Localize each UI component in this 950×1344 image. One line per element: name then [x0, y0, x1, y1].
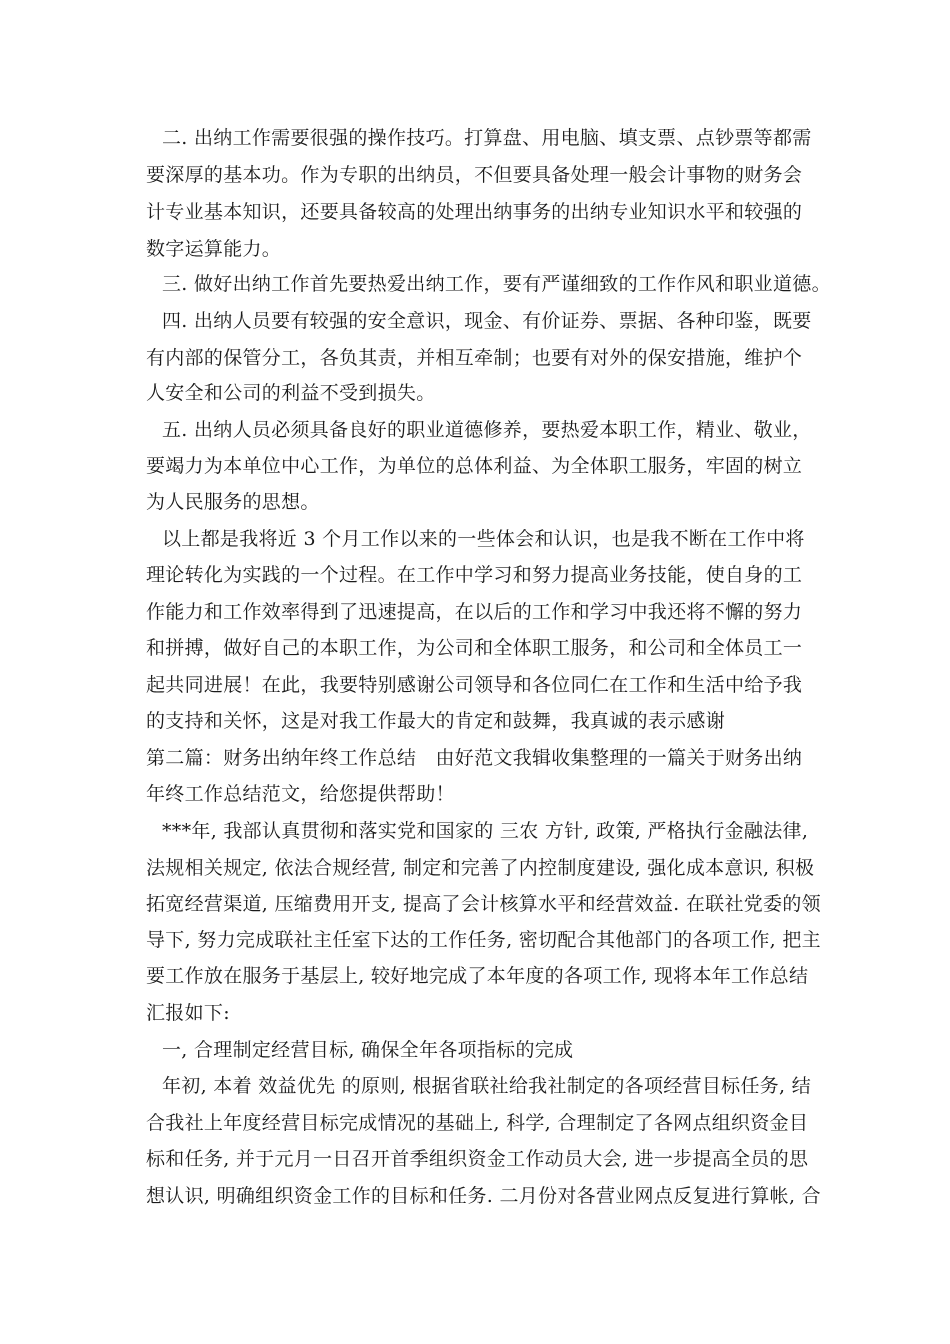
text-line: 作能力和工作效率得到了迅速提高，在以后的工作和学习中我还将不懈的努力	[146, 601, 803, 623]
text-line: 起共同进展！在此，我要特别感谢公司领导和各位同仁在工作和生活中给予我	[146, 674, 803, 696]
text-line: 和拼搏，做好自己的本职工作，为公司和全体职工服务，和公司和全体员工一	[146, 637, 803, 659]
text-line: 要工作放在服务于基层上, 较好地完成了本年度的各项工作, 现将本年工作总结	[146, 965, 809, 987]
text-line: 二. 出纳工作需要很强的操作技巧。打算盘、用电脑、填支票、点钞票等都需	[162, 127, 812, 149]
text-line: 为人民服务的思想。	[146, 491, 320, 513]
text-line: 年初, 本着 效益优先 的原则, 根据省联社给我社制定的各项经营目标任务, 结	[162, 1075, 812, 1097]
text-line: 有内部的保管分工，各负其责，并相互牵制；也要有对外的保安措施，维护个	[146, 347, 803, 369]
text-line: 理论转化为实践的一个过程。在工作中学习和努力提高业务技能，使自身的工	[146, 564, 803, 586]
text-line: 五. 出纳人员必须具备良好的职业道德修养，要热爱本职工作，精业、敬业，	[162, 419, 812, 441]
subheading: 一, 合理制定经营目标, 确保全年各项指标的完成	[162, 1039, 574, 1061]
section-heading: 第二篇：财务出纳年终工作总结 由好范文我辑收集整理的一篇关于财务出纳	[146, 747, 803, 769]
text-line: 合我社上年度经营目标完成情况的基础上, 科学, 合理制定了各网点组织资金目	[146, 1112, 809, 1134]
text-line: 汇报如下:	[146, 1002, 230, 1024]
text-line: 四. 出纳人员要有较强的安全意识，现金、有价证券、票据、各种印鉴，既要	[162, 310, 812, 332]
text-line: 要深厚的基本功。作为专职的出纳员，不但要具备处理一般会计事物的财务会	[146, 164, 803, 186]
text-line: 的支持和关怀，这是对我工作最大的肯定和鼓舞，我真诚的表示感谢	[146, 710, 726, 732]
text-line: 年终工作总结范文，给您提供帮助！	[146, 783, 455, 805]
text-line: 三. 做好出纳工作首先要热爱出纳工作，要有严谨细致的工作作风和职业道德。	[162, 273, 831, 295]
text-line: 要竭力为本单位中心工作，为单位的总体利益、为全体职工服务，牢固的树立	[146, 455, 803, 477]
text-line: 以上都是我将近 3 个月工作以来的一些体会和认识，也是我不断在工作中将	[162, 528, 805, 550]
text-line: ***年, 我部认真贯彻和落实党和国家的 三农 方针, 政策, 严格执行金融法律,	[162, 820, 809, 842]
text-line: 人安全和公司的利益不受到损失。	[146, 382, 436, 404]
text-line: 数字运算能力。	[146, 238, 282, 260]
text-line: 标和任务, 并于元月一日召开首季组织资金工作动员大会, 进一步提高全员的思	[146, 1148, 809, 1170]
text-line: 计专业基本知识，还要具备较高的处理出纳事务的出纳专业知识水平和较强的	[146, 201, 803, 223]
text-line: 法规相关规定, 依法合规经营, 制定和完善了内控制度建设, 强化成本意识, 积极	[146, 857, 815, 879]
text-line: 想认识, 明确组织资金工作的目标和任务. 二月份对各营业网点反复进行算帐, 合	[146, 1185, 821, 1207]
text-line: 拓宽经营渠道, 压缩费用开支, 提高了会计核算水平和经营效益. 在联社党委的领	[146, 893, 821, 915]
text-line: 导下, 努力完成联社主任室下达的工作任务, 密切配合其他部门的各项工作, 把主	[146, 929, 821, 951]
